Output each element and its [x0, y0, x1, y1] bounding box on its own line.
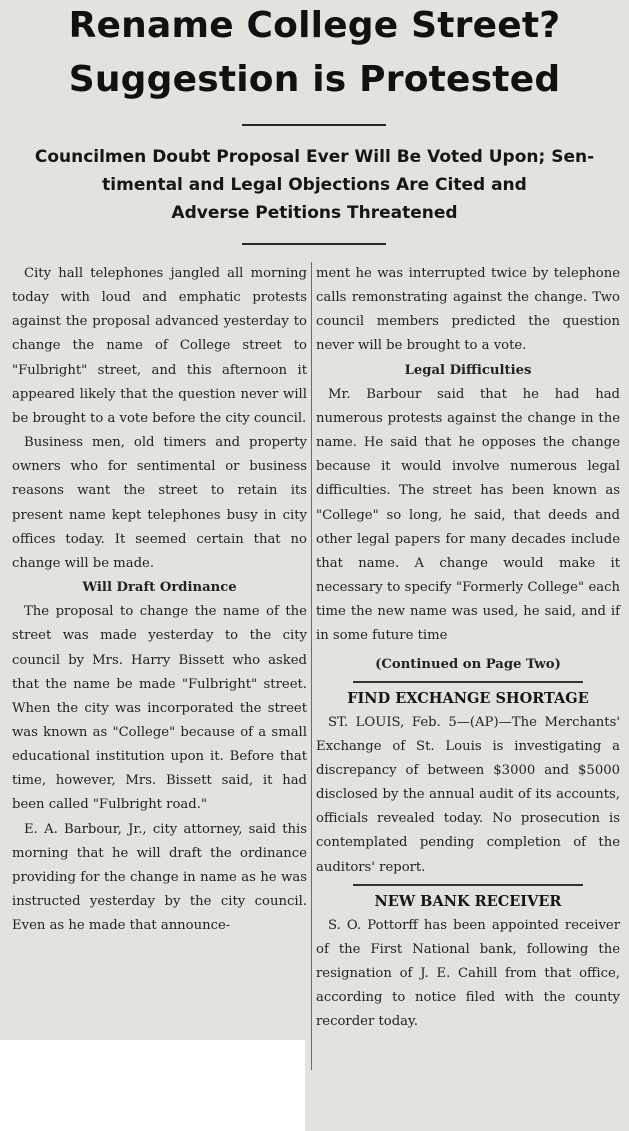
story2-headline: FIND EXCHANGE SHORTAGE	[347, 689, 589, 707]
story-divider	[353, 681, 583, 683]
headline-line-2: Suggestion is Protested	[68, 59, 561, 100]
deck-line-2: timental and Legal Objections Are Cited and	[102, 175, 527, 195]
story3-headline: NEW BANK RECEIVER	[374, 892, 562, 910]
subhead-legal-difficulties: Legal Difficulties	[404, 362, 532, 378]
headline-line-1: Rename College Street?	[68, 5, 561, 46]
article-paragraph: ment he was interrupted twice by telephone calls remonstrating against the change. Two council members predicted the question never will be brought to a vote.	[316, 266, 620, 354]
article-paragraph: The proposal to change the name of the street was made yesterday to the city council by Mrs. Harry Bissett who asked that the name be made "Fulbright" street. When the city was incorporated the street was known as "College" because of a small educational institution upon it. Before that time, however, Mrs. Bissett said, it had been called "Fulbright road."	[12, 604, 307, 813]
continued-notice: (Continued on Page Two)	[375, 656, 561, 672]
deck-rule	[242, 243, 386, 245]
article-paragraph: Business men, old timers and property owners who for sentimental or business reasons want the street to retain its present name kept telephones busy in city offices today. It seemed certain that no change will be made.	[12, 435, 307, 571]
deck	[6, 143, 623, 227]
story-divider	[353, 884, 583, 886]
headline-rule	[242, 124, 386, 126]
right-column	[316, 262, 620, 1035]
column-divider	[311, 262, 312, 1070]
subhead-will-draft-ordinance: Will Draft Ordinance	[82, 580, 237, 596]
story2-body: ST. LOUIS, Feb. 5—(AP)—The Merchants' Exchange of St. Louis is investigating a discrepancy of between $3000 and $5000 disclosed by the annual audit of its accounts, officials revealed today. No prosecution is contemplated pending completion of the auditors' report.	[316, 714, 620, 875]
article-paragraph: E. A. Barbour, Jr., city attorney, said this morning that he will draft the ordinance providing for the change in name as he was instructed yesterday by the city council. Even as he made that announce-	[12, 821, 307, 934]
left-column	[12, 262, 307, 938]
page-margin	[0, 1040, 305, 1131]
deck-line-3: Adverse Petitions Threatened	[171, 203, 458, 223]
article-paragraph: City hall telephones jangled all morning today with loud and emphatic protests against the proposal advanced yesterday to change the name of College street to "Fulbright" street, and this afternoon it appeared likely that the question never will be brought to a vote before the city council.	[12, 266, 307, 426]
deck-line-1: Councilmen Doubt Proposal Ever Will Be Voted Upon; Sen-	[34, 147, 595, 167]
article-paragraph: Mr. Barbour said that he had had numerous protests against the change in the name. He said that he opposes the change because it would involve numerous legal difficulties. The street has been known as "College" so long, he said, that deeds and other legal papers for many decades include that name. A change would make it necessary to specify "Formerly College" each time the new name was used, he said, and if in some future time	[316, 386, 620, 644]
story3-body: S. O. Pottorff has been appointed receiver of the First National bank, following the resignation of J. E. Cahill from that office, according to notice filed with the county recorder today.	[316, 917, 620, 1030]
